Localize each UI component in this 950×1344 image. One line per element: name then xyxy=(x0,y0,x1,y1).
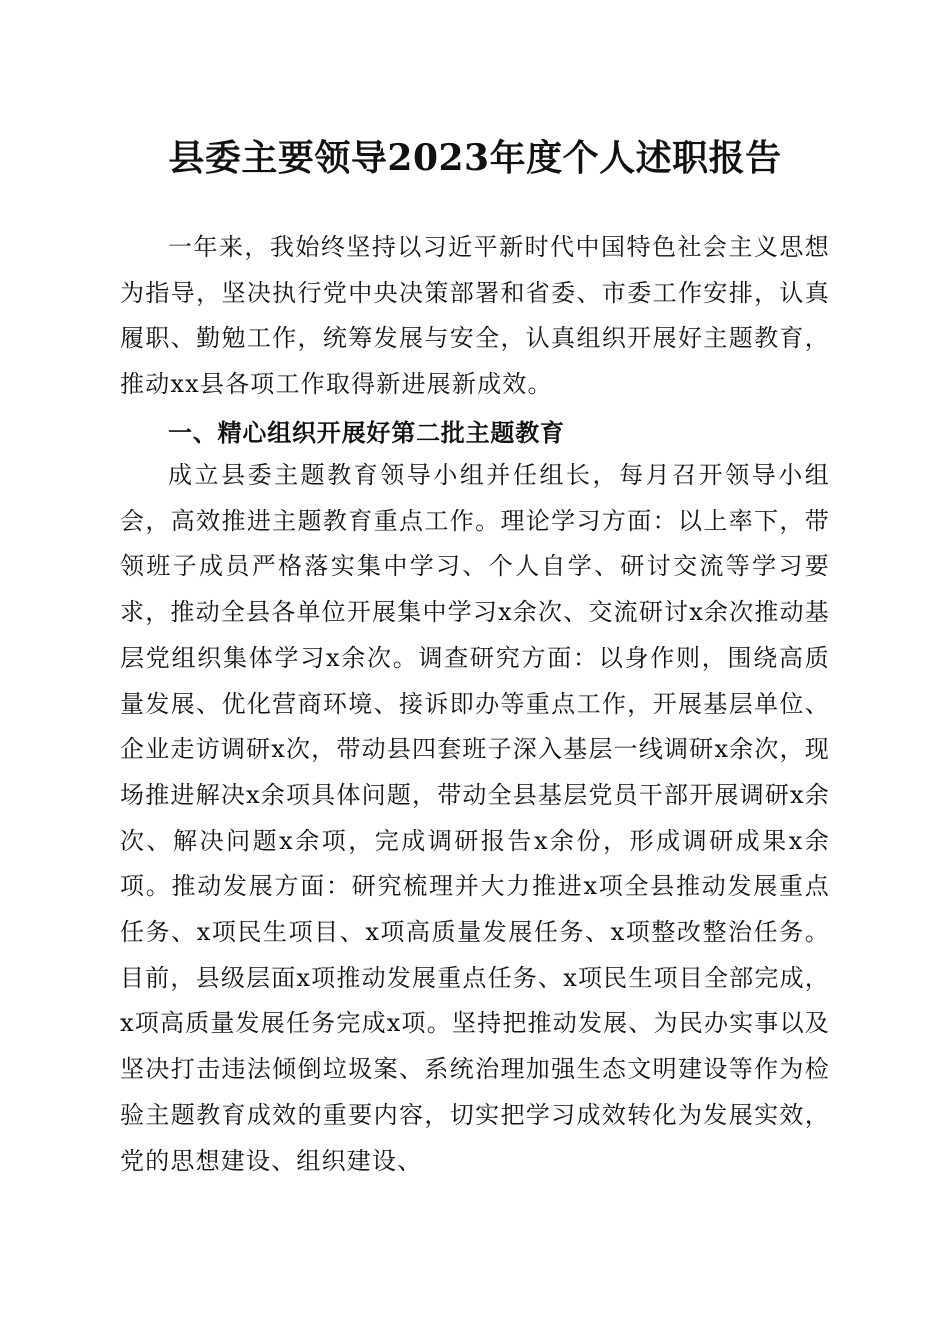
section-1-heading: 一、精心组织开展好第二批主题教育 xyxy=(168,419,565,447)
document-title: 县委主要领导2023年度个人述职报告 xyxy=(168,137,782,179)
section-1-paragraph: 成立县委主题教育领导小组并任组长，每月召开领导小组会，高效推进主题教育重点工作。理论学习方面：以上率下，带领班子成员严格落实集中学习、个人自学、研讨交流等学习要求，推动全县各单位开展集中学习x余次、交流研讨x余次推动基层党组织集体学习x余次。调查研究方面：以身作则，围绕高质量发展、优化营商环境、接诉即办等重点工作，开展基层单位、企业走访调研x次，带动县四套班子深入基层一线调研x余次，现场推进解决x余项具体问题，带动全县基层党员干部开展调研x余次、解决问题x余项，完成调研报告x余份，形成调研成果x余项。推动发展方面：研究梳理并大力推进x项全县推动发展重点任务、x项民生项目、x项高质量发展任务、x项整改整治任务。目前，县级层面x项推动发展重点任务、x项民生项目全部完成，x项高质量发展任务完成x项。坚持把推动发展、为民办实事以及坚决打击违法倾倒垃圾案、系统治理加强生态文明建设等作为检验主题教育成效的重要内容，切实把学习成效转化为发展实效，党的思想建设、组织建设、 xyxy=(120,461,830,1175)
intro-paragraph: 一年来，我始终坚持以习近平新时代中国特色社会主义思想为指导，坚决执行党中央决策部署和省委、市委工作安排，认真履职、勤勉工作，统筹发展与安全，认真组织开展好主题教育，推动xx县各项工作取得新进展新成效。 xyxy=(120,233,830,399)
